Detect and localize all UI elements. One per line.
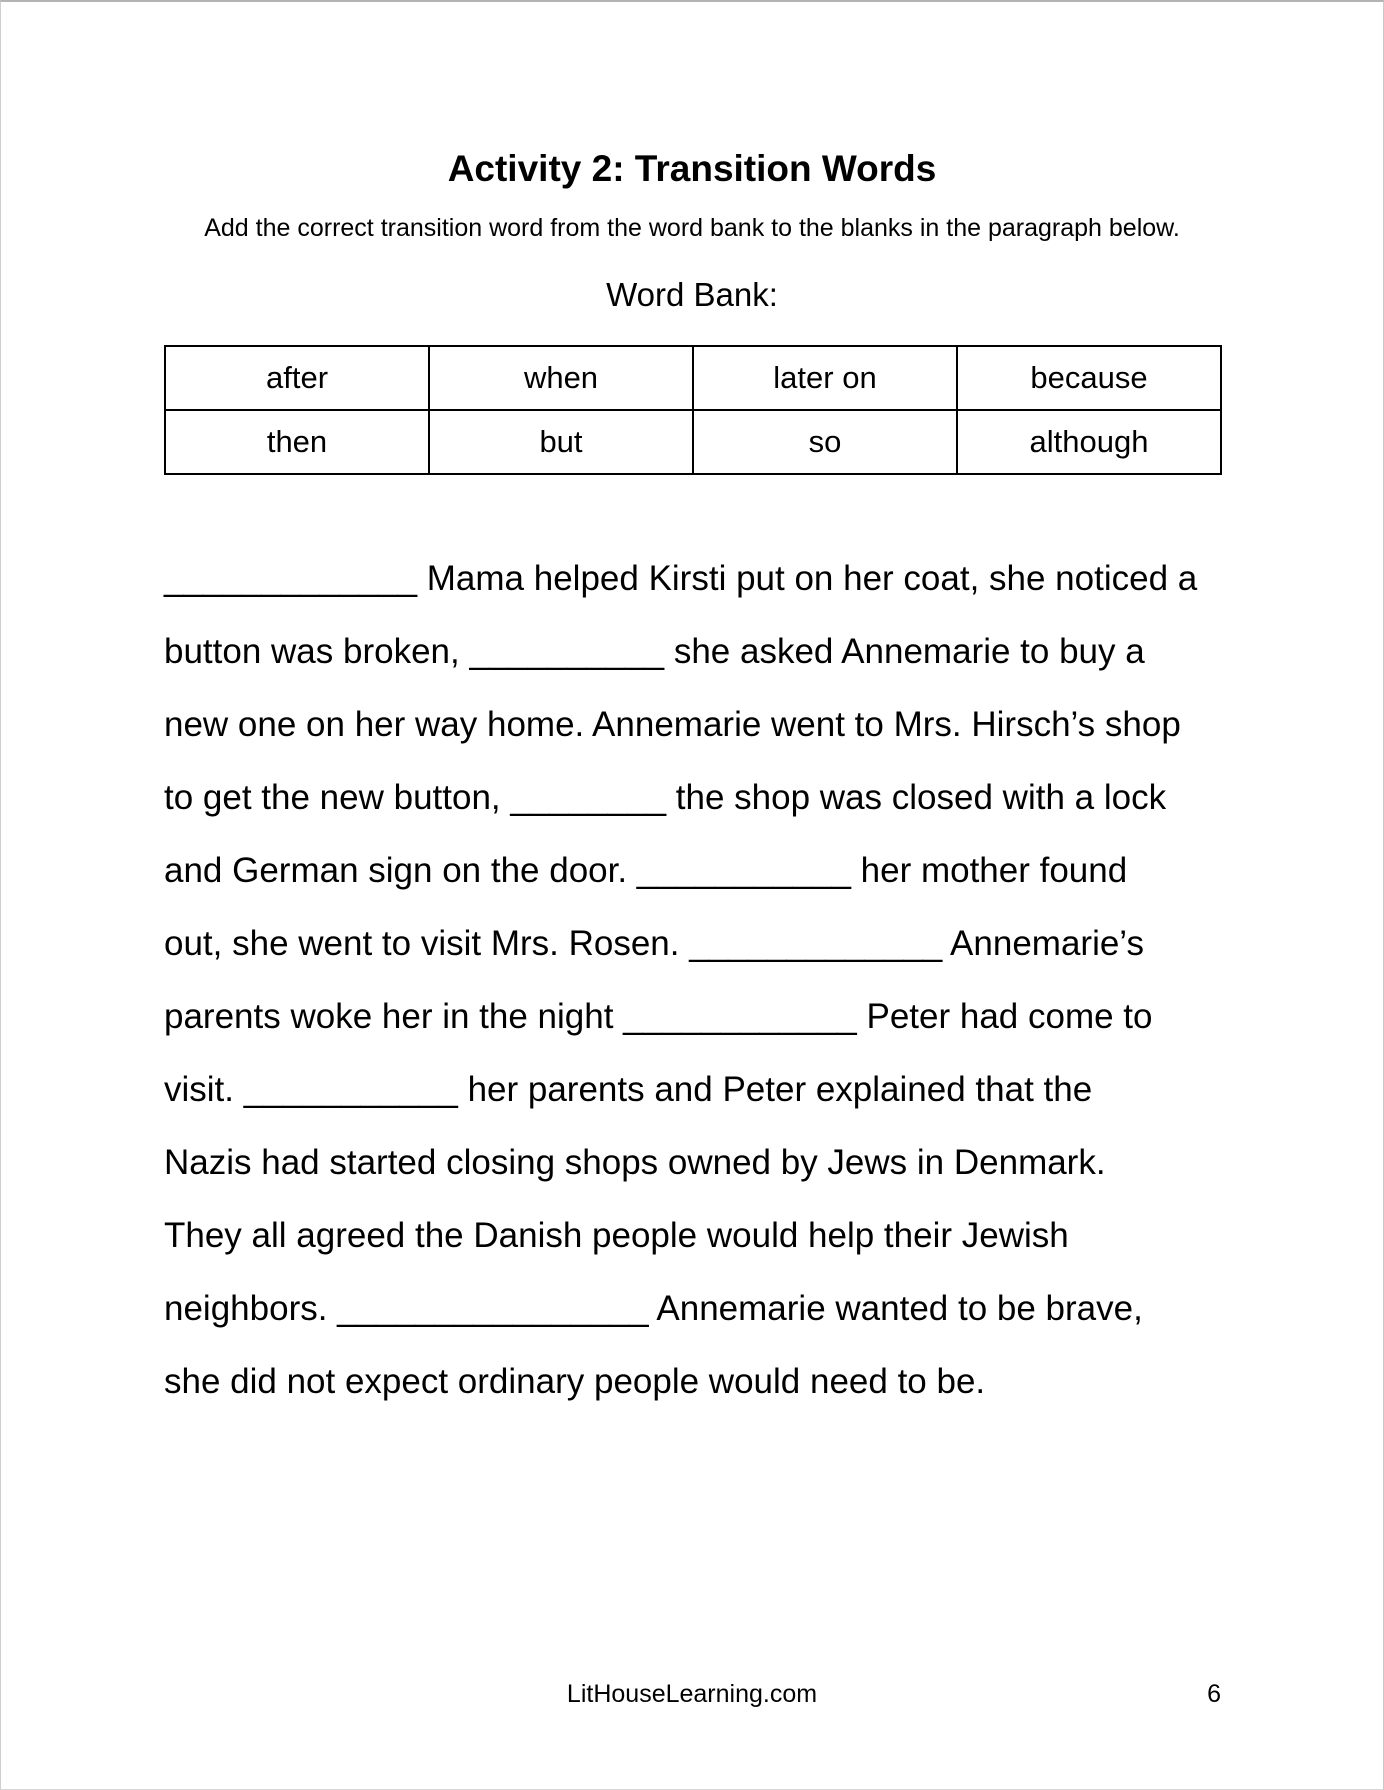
word-bank-cell: when xyxy=(429,346,693,410)
paragraph-line: parents woke her in the night ____________ Peter had come to xyxy=(164,997,1153,1036)
word-bank-table xyxy=(164,345,1222,475)
word-bank-cell: but xyxy=(429,410,693,474)
paragraph-line: she did not expect ordinary people would need to be. xyxy=(164,1362,986,1401)
word-bank-row xyxy=(165,410,1221,474)
word-bank-cell: although xyxy=(957,410,1221,474)
word-bank-cell: then xyxy=(165,410,429,474)
word-bank-row xyxy=(165,346,1221,410)
paragraph-line: to get the new button, ________ the shop was closed with a lock xyxy=(164,778,1167,817)
paragraph-line: Nazis had started closing shops owned by Jews in Denmark. xyxy=(164,1143,1106,1182)
word-bank-cell: because xyxy=(957,346,1221,410)
paragraph-line: visit. ___________ her parents and Peter explained that the xyxy=(164,1070,1093,1109)
paragraph-line: new one on her way home. Annemarie went to Mrs. Hirsch’s shop xyxy=(164,705,1181,744)
word-bank-cell: so xyxy=(693,410,957,474)
word-bank-cell: later on xyxy=(693,346,957,410)
instructions-text: Add the correct transition word from the word bank to the blanks in the paragraph below. xyxy=(204,214,1180,242)
paragraph-line: out, she went to visit Mrs. Rosen. _____________ Annemarie’s xyxy=(164,924,1144,963)
paragraph-line: _____________ Mama helped Kirsti put on her coat, she noticed a xyxy=(164,559,1198,598)
paragraph-line: They all agreed the Danish people would help their Jewish xyxy=(164,1216,1069,1255)
fill-in-paragraph xyxy=(164,542,1224,1418)
page-title: Activity 2: Transition Words xyxy=(447,148,937,189)
paragraph-line: button was broken, __________ she asked Annemarie to buy a xyxy=(164,632,1145,671)
paragraph-line: and German sign on the door. ___________ her mother found xyxy=(164,851,1128,890)
word-bank-cell: after xyxy=(165,346,429,410)
footer-site-text: LitHouseLearning.com xyxy=(566,1680,818,1708)
paragraph-line: neighbors. ________________ Annemarie wanted to be brave, xyxy=(164,1289,1143,1328)
footer-page-number: 6 xyxy=(1207,1680,1221,1708)
word-bank-label: Word Bank: xyxy=(606,276,778,313)
